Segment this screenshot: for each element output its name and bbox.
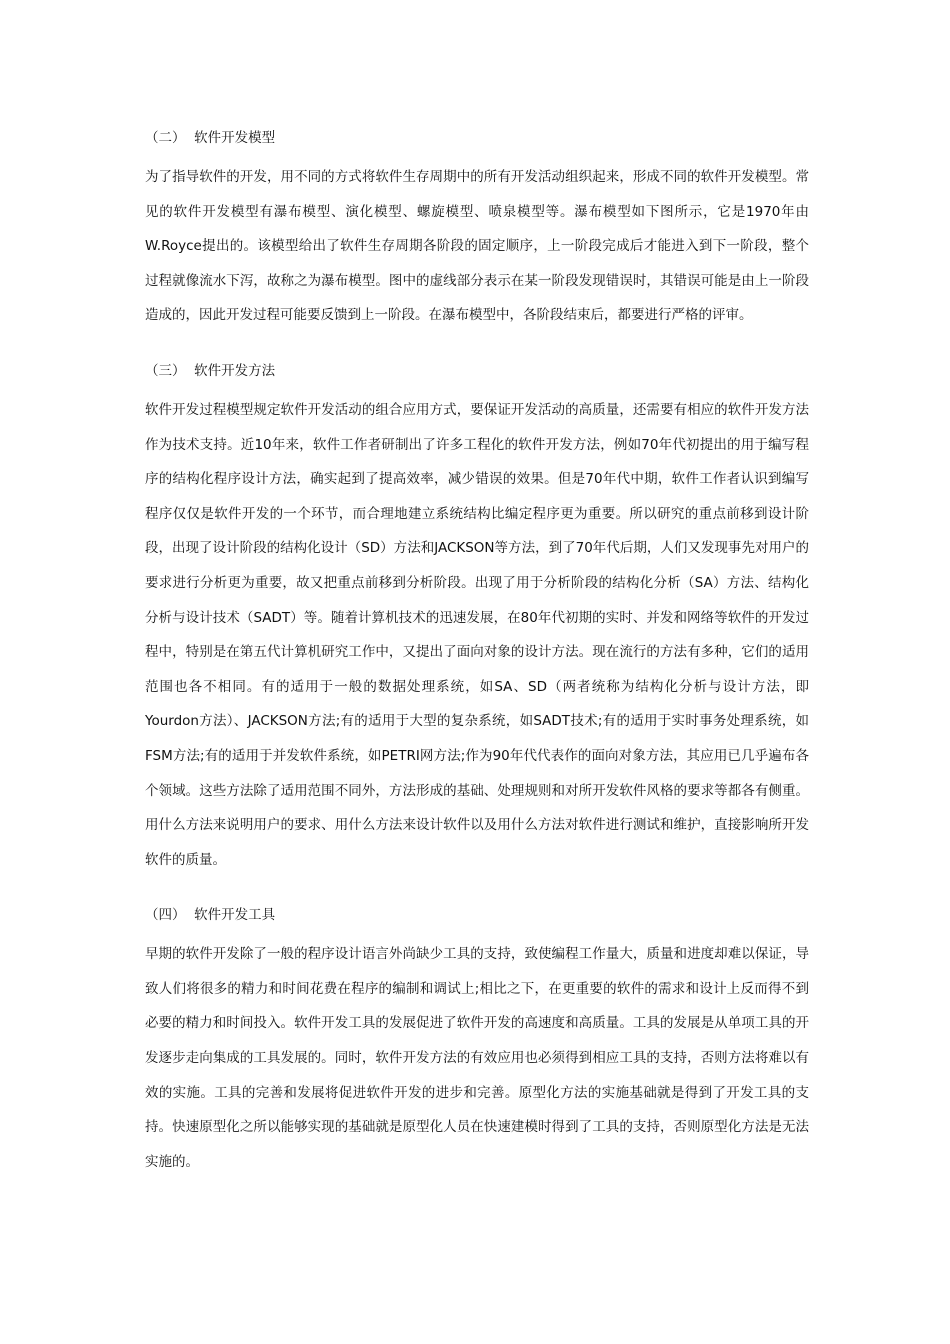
- document-content: [145, 126, 809, 1205]
- section-heading: （二） 软件开发模型: [145, 130, 276, 146]
- section-paragraph: 早期的软件开发除了一般的程序设计语言外尚缺少工具的支持，致使编程工作量大，质量和进度却难以保证，导致人们将很多的精力和时间花费在程序的编制和调试上;相比之下，在更重要的软件的需求和设计上反而得不到必要的精力和时间投入。软件开发工具的发展促进了软件开发的高速度和高质量。工具的发展是从单项工具的开发逐步走向集成的工具发展的。同时，软件开发方法的有效应用也必须得到相应工具的支持，否则方法将难以有效的实施。工具的完善和发展将促进软件开发的进步和完善。原型化方法的实施基础就是得到了开发工具的支持。快速原型化之所以能够实现的基础就是原型化人员在快速建模时得到了工具的支持，否则原型化方法是无法实施的。: [145, 946, 809, 1170]
- section-development-tools: [145, 903, 809, 1179]
- section-heading: （四） 软件开发工具: [145, 907, 276, 924]
- section-paragraph: 为了指导软件的开发，用不同的方式将软件生存周期中的所有开发活动组织起来，形成不同的软件开发模型。常见的软件开发模型有瀑布模型、演化模型、螺旋模型、喷泉模型等。瀑布模型如下图所示，它是1970年由W.Royce提出的。该模型给出了软件生存周期各阶段的固定顺序，上一阶段完成后才能进入到下一阶段，整个过程就像流水下泻，故称之为瀑布模型。图中的虚线部分表示在某一阶段发现错误时，其错误可能是由上一阶段造成的，因此开发过程可能要反馈到上一阶段。在瀑布模型中，各阶段结束后，都要进行严格的评审。: [145, 169, 809, 324]
- section-development-model: [145, 126, 809, 333]
- section-paragraph: 软件开发过程模型规定软件开发活动的组合应用方式，要保证开发活动的高质量，还需要有相应的软件开发方法作为技术支持。近10年来，软件工作者研制出了许多工程化的软件开发方法，例如70年代初提出的用于编写程序的结构化程序设计方法，确实起到了提高效率，减少错误的效果。但是70年代中期，软件工作者认识到编写程序仅仅是软件开发的一个环节，而合理地建立系统结构比编定程序更为重要。所以研究的重点前移到设计阶段，出现了设计阶段的结构化设计（SD）方法和JACKSON等方法，到了70年代后期，人们又发现事先对用户的要求进行分析更为重要，故又把重点前移到分析阶段。出现了用于分析阶段的结构化分析（SA）方法、结构化分析与设计技术（SADT）等。随着计算机技术的迅速发展，在80年代初期的实时、并发和网络等软件的开发过程中，特别是在第五代计算机研究工作中，又提出了面向对象的设计方法。现在流行的方法有多种，它们的适用范围也各不相同。有的适用于一般的数据处理系统，如SA、SD（两者统称为结构化分析与设计方法，即Yourdon方法）、JACKSON方法;有的适用于大型的复杂系统，如SADT技术;有的适用于实时事务处理系统，如FSM方法;有的适用于并发软件系统，如PETRI网方法;作为90年代代表作的面向对象方法，其应用已几乎遍布各个领域。这些方法除了适用范围不同外，方法形成的基础、处理规则和对所开发软件风格的要求等都各有侧重。用什么方法来说明用户的要求、用什么方法来设计软件以及用什么方法对软件进行测试和维护，直接影响所开发软件的质量。: [145, 401, 809, 868]
- section-development-method: [145, 359, 809, 877]
- section-heading: （三） 软件开发方法: [145, 362, 276, 379]
